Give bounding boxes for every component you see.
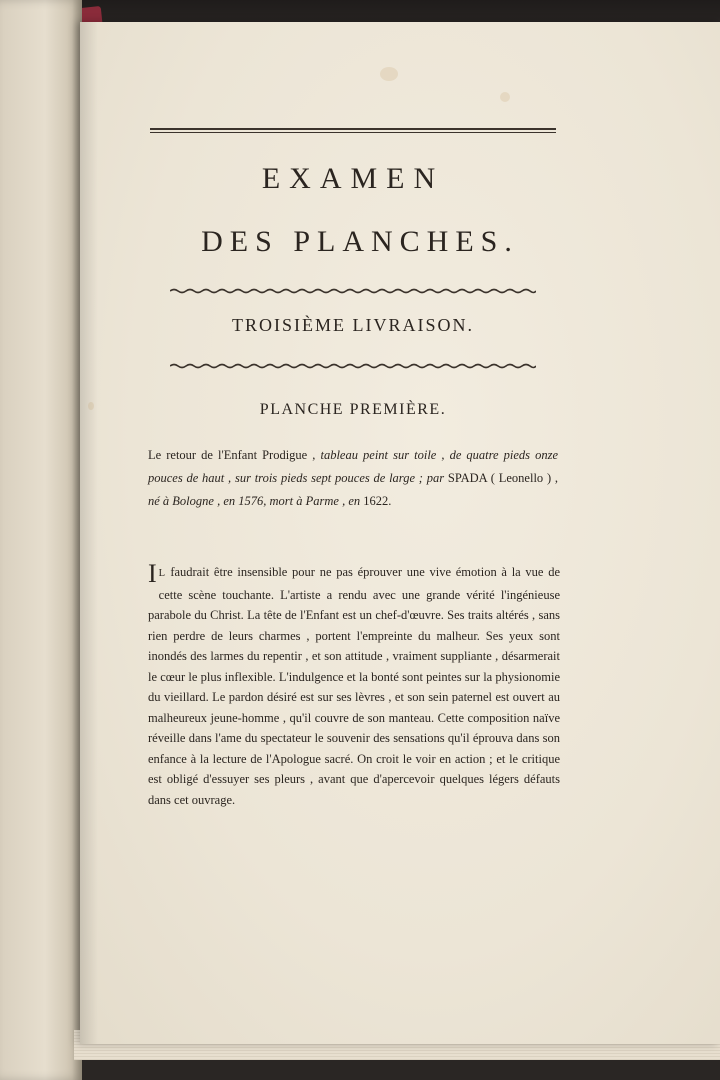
body-text: faudrait être insensible pour ne pas éprouver une vive émotion à la vue de cette scène touchante. L'artiste a rendu avec une grande vérité l'ingénieuse parabole du Christ. La tête de l'Enfant est un chef-d'œuvre. Ses traits altérés , sans rien perdre de leurs charmes , portent l'empreinte du malheur. Ses yeux sont inondés des larmes du repentir , et son attitude , vraiment suppliante , désarmerait le cœur le plus inflexible. L'indulgence et la bonté sont peintes sur la physionomie du vieillard. Le pardon désiré est sur ses lèvres , et son sein paternel est ouvert au malheureux jeune-homme , qu'il couvre de son manteau. Cette composition naïve réveille dans l'ame du spectateur le souvenir des sensations qu'il éprouva dans son enfance à la lecture de l'Apologue sacré. On croit le voir en action ; et le critique est obligé d'essuyer ses pleurs , avant que d'apercevoir quelques légers défauts dans cet ouvrage. bbox=[148, 565, 560, 807]
caption-death-year: 1622. bbox=[363, 494, 392, 508]
heading-examen: EXAMEN bbox=[261, 162, 445, 195]
body-paragraph bbox=[148, 559, 560, 810]
section-title: TROISIÈME LIVRAISON. bbox=[232, 315, 474, 335]
caption-death: , mort à Parme , en bbox=[263, 494, 361, 508]
caption-artist: SPADA ( Leonello ) , bbox=[447, 471, 559, 485]
left-page-edge bbox=[0, 0, 82, 1080]
paper-stain bbox=[380, 67, 398, 81]
paper-stain bbox=[88, 402, 94, 410]
caption-birth: né à Bologne , en bbox=[148, 494, 236, 508]
plate-caption bbox=[148, 444, 558, 513]
drop-cap: I bbox=[148, 559, 157, 588]
plate-title: PLANCHE PREMIÈRE. bbox=[259, 401, 447, 418]
heading-des-planches: DES PLANCHES. bbox=[201, 225, 519, 258]
caption-dimensions: tableau peint sur toile , de quatre pieds onze pouces de haut , sur trois pieds sept pouces de large ; par bbox=[148, 448, 559, 485]
book-page bbox=[80, 22, 720, 1044]
paper-stain bbox=[500, 92, 510, 102]
top-double-rule bbox=[150, 128, 556, 133]
wavy-rule-upper bbox=[170, 288, 536, 294]
caption-birth-year: 1576 bbox=[238, 494, 264, 508]
caption-title: Le retour de l'Enfant Prodigue , bbox=[148, 448, 316, 462]
drop-cap-rest: L bbox=[158, 568, 166, 579]
wavy-rule-lower bbox=[170, 363, 536, 369]
